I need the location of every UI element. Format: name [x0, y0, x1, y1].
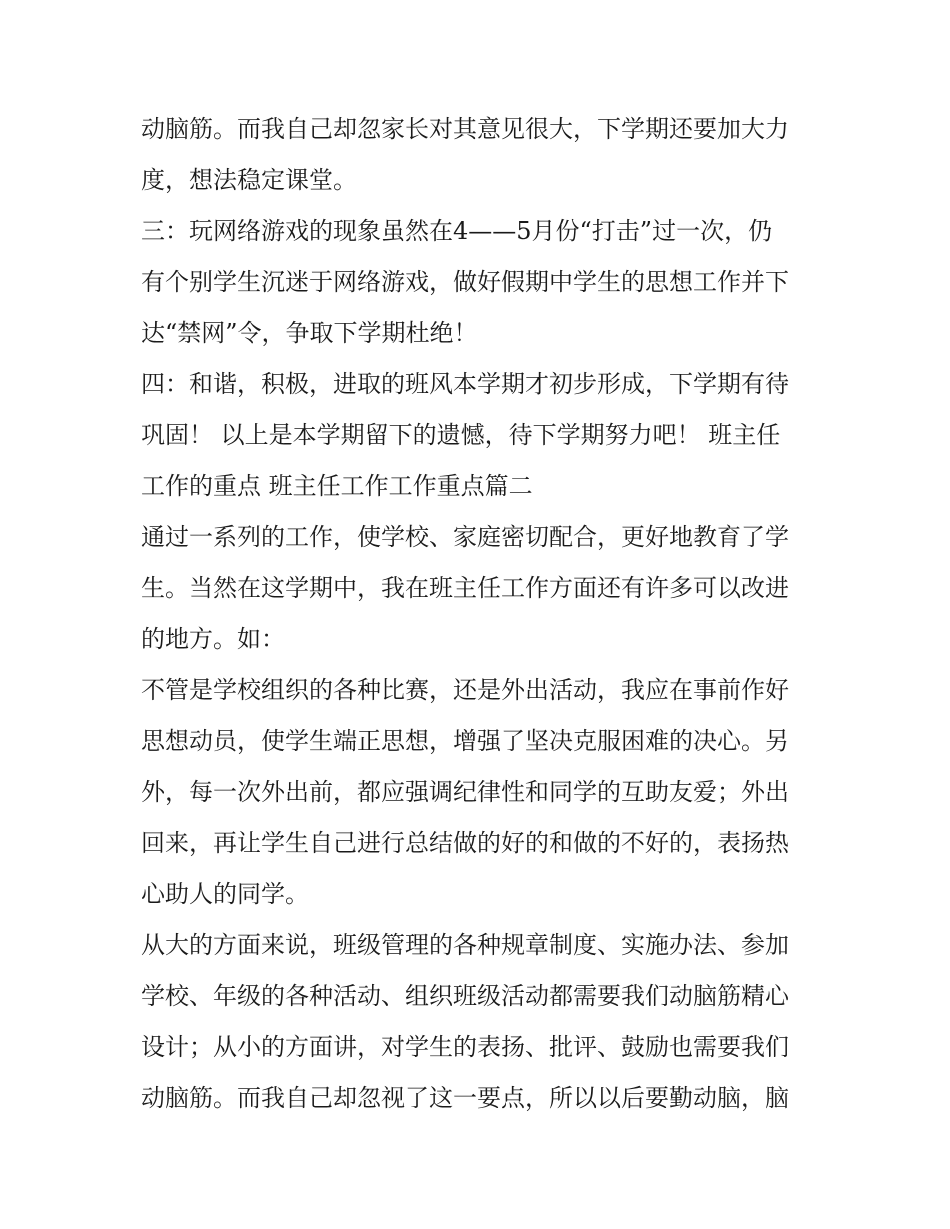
text-line-4: 有个别学生沉迷于网络游戏，做好假期中学生的思想工作并下	[141, 268, 789, 296]
text-line-15: 回来，再让学生自己进行总结做的好的和做的不好的，表扬热	[141, 829, 789, 857]
text-line-18: 学校、年级的各种活动、组织班级活动都需要我们动脑筋精心	[141, 982, 789, 1010]
text-line-9: 通过一系列的工作，使学校、家庭密切配合，更好地教育了学	[141, 523, 789, 551]
text-line-2: 度，想法稳定课堂。	[141, 166, 357, 194]
text-line-8: 工作的重点 班主任工作工作重点篇二	[141, 472, 533, 500]
text-line-3: 三：玩网络游戏的现象虽然在4——5月份“打击”过一次，仍	[141, 217, 773, 245]
text-line-10: 生。当然在这学期中，我在班主任工作方面还有许多可以改进	[141, 574, 789, 602]
text-line-16: 心助人的同学。	[141, 880, 309, 908]
text-line-19: 设计；从小的方面讲，对学生的表扬、批评、鼓励也需要我们	[141, 1033, 789, 1061]
text-line-6: 四：和谐，积极，进取的班风本学期才初步形成，下学期有待	[141, 370, 789, 398]
text-line-14: 外，每一次外出前，都应强调纪律性和同学的互助友爱；外出	[141, 778, 789, 806]
document-body	[141, 104, 813, 1124]
text-line-7: 巩固！ 以上是本学期留下的遗憾，待下学期努力吧！ 班主任	[141, 421, 781, 449]
text-line-20: 动脑筋。而我自己却忽视了这一要点，所以以后要勤动脑，脑	[141, 1084, 789, 1112]
text-line-1: 动脑筋。而我自己却忽家长对其意见很大，下学期还要加大力	[141, 115, 789, 143]
text-line-17: 从大的方面来说，班级管理的各种规章制度、实施办法、参加	[141, 931, 789, 959]
text-line-11: 的地方。如：	[141, 625, 285, 653]
text-line-5: 达“禁网”令，争取下学期杜绝！	[141, 319, 478, 347]
text-line-13: 思想动员，使学生端正思想，增强了坚决克服困难的决心。另	[141, 727, 789, 755]
text-line-12: 不管是学校组织的各种比赛，还是外出活动，我应在事前作好	[141, 676, 789, 704]
